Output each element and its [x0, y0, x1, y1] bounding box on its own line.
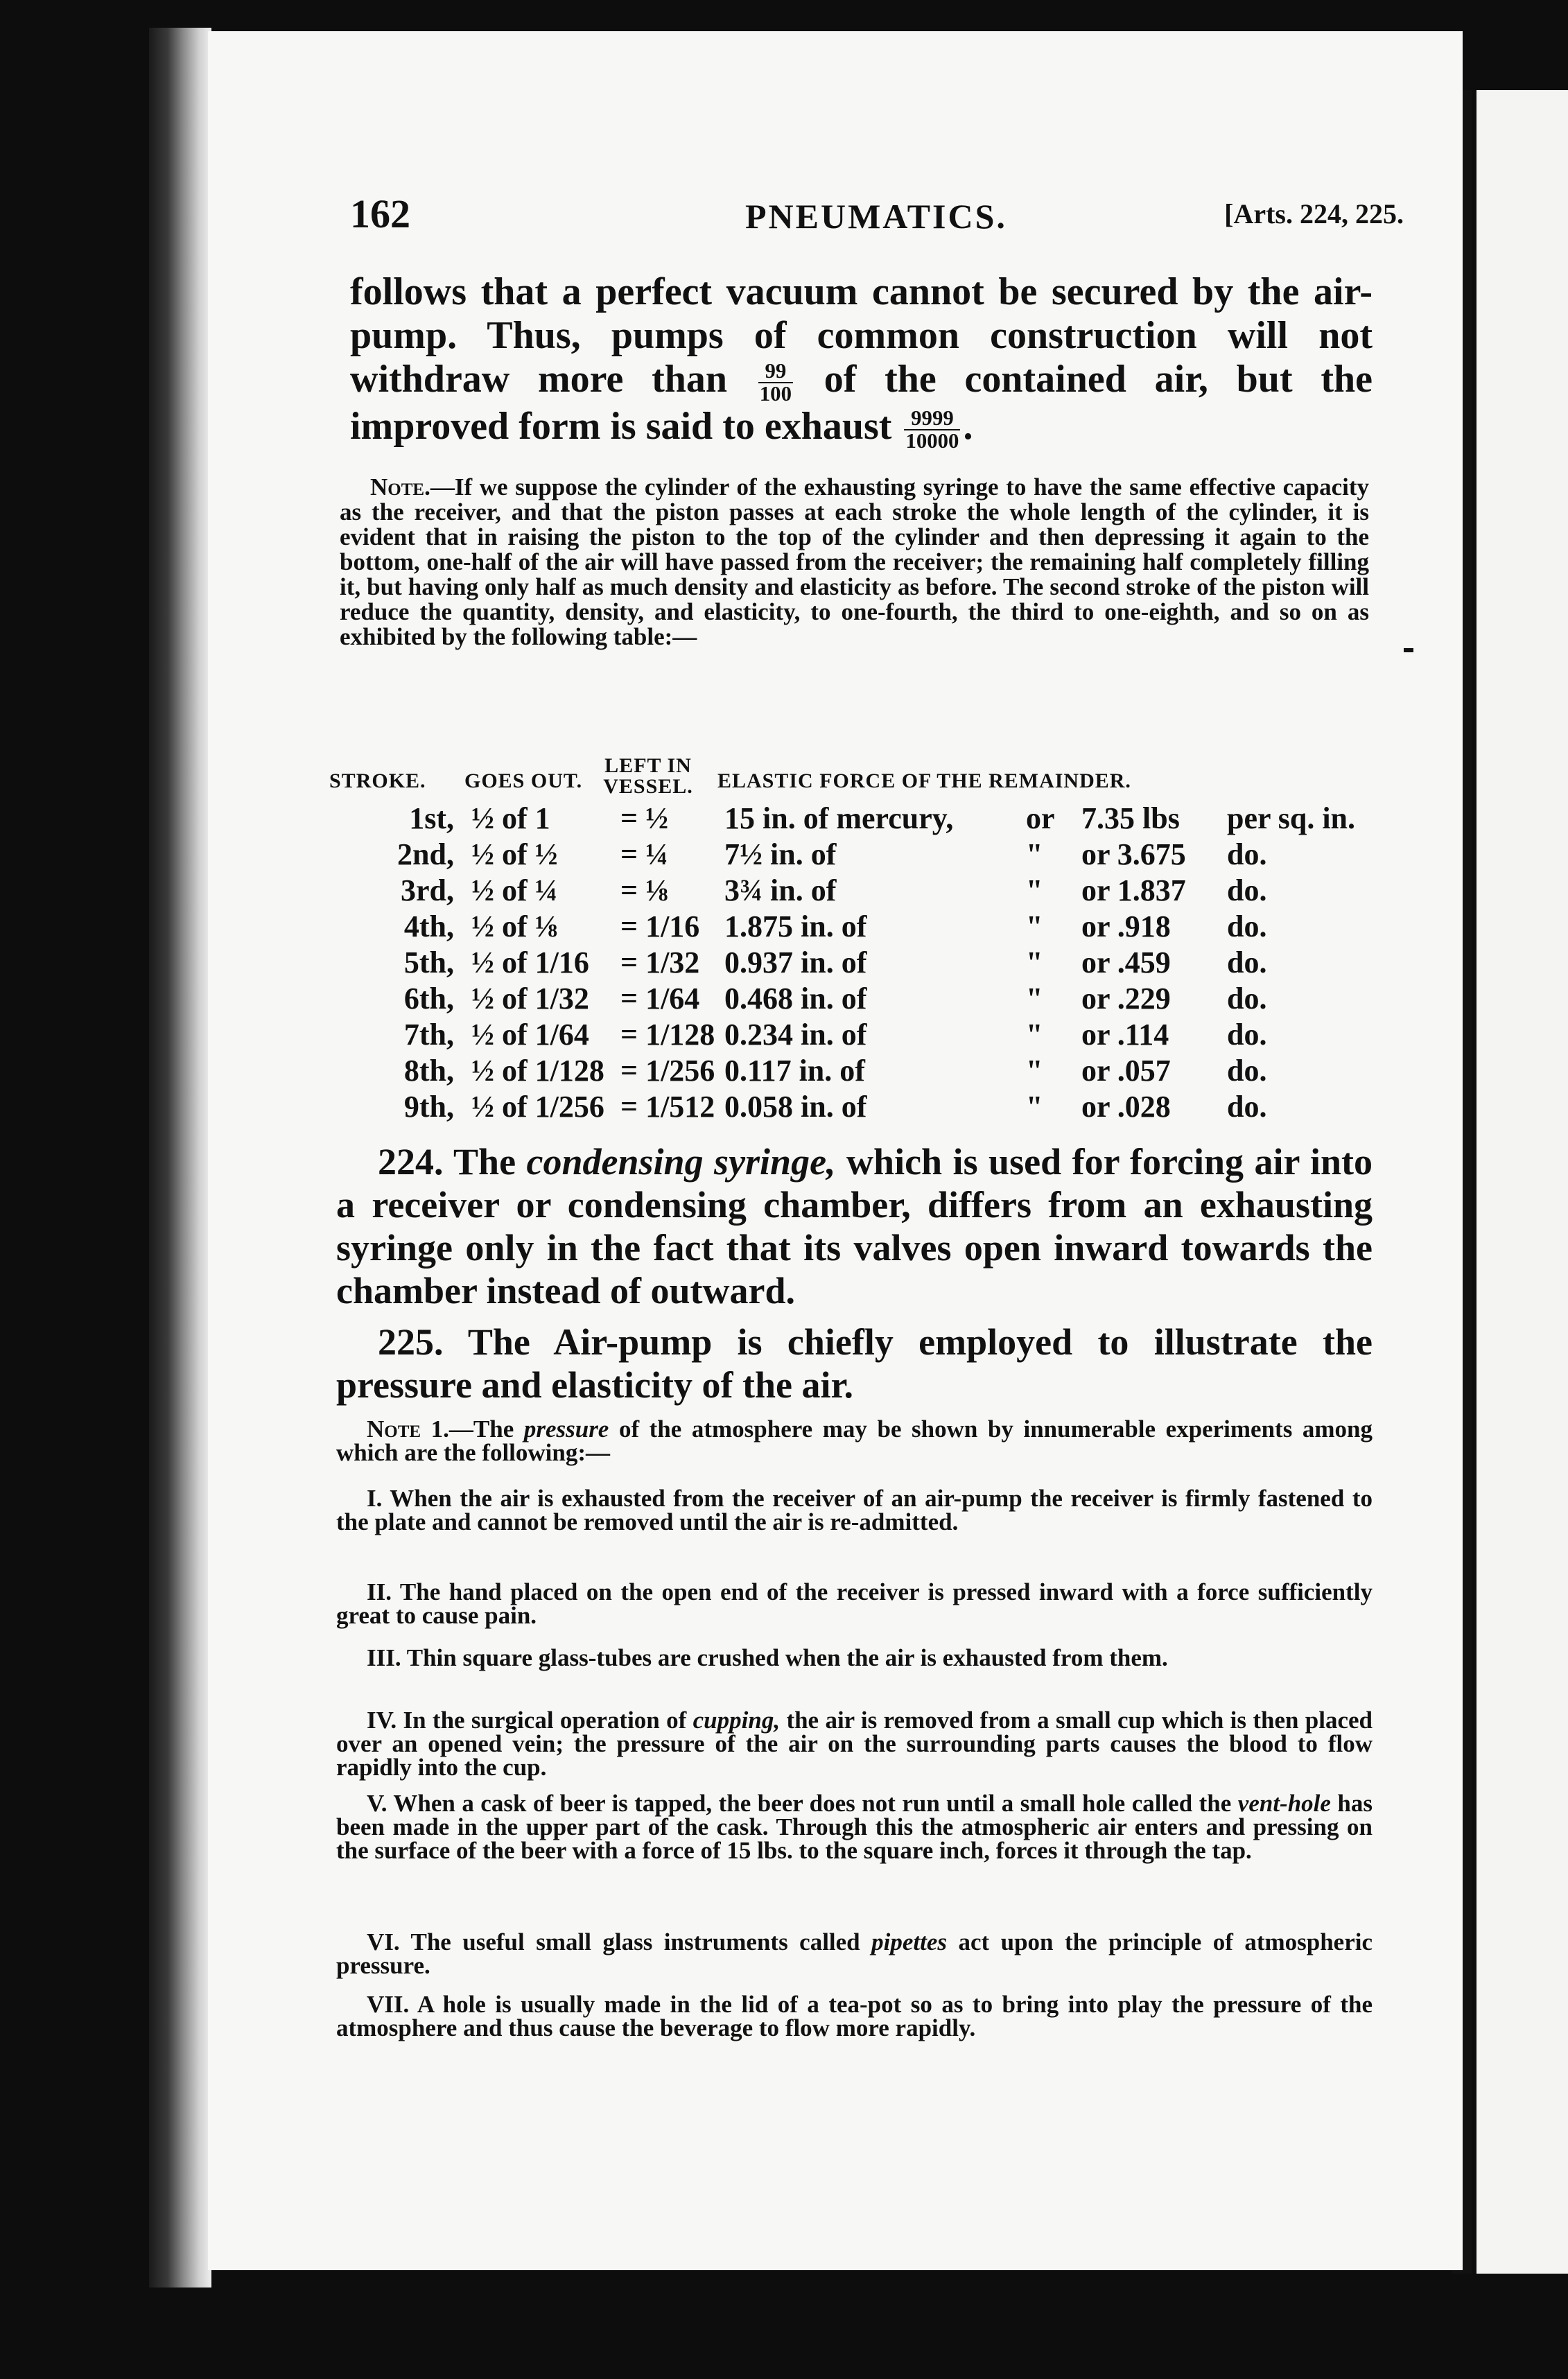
- note-label: Note.: [370, 473, 430, 500]
- goes-out-cell: ½ of 1/128: [471, 1054, 604, 1088]
- fraction-9999-10000: $\frac{9999}{10000}$: [905, 406, 959, 453]
- item-text: A hole is usually made in the lid of a tea-pot so as to bring into play the pressure of the atmosphere and thus cause the beverage to flow more rapidly.: [336, 1991, 1373, 2041]
- item-text: has been made in the upper part of the cask. Through this the atmospheric air enters and pressing on the surface of the beer with a force of 15 lbs. to the square inch, forces it through the tap.: [336, 1790, 1373, 1864]
- ditto-mark-cell: ": [1026, 1018, 1043, 1052]
- left-in-vessel-cell: = 1/64: [620, 982, 700, 1016]
- experiment-item: [336, 1928, 1373, 1979]
- elastic-force-cell: 0.234 in. of: [724, 1018, 867, 1052]
- item-term: vent-hole: [1237, 1790, 1331, 1817]
- lbs-cell: or .028: [1081, 1090, 1171, 1124]
- item-text: the air is removed from a small cup which is then placed over an opened vein; the pressure of the air on the surrounding parts causes the blood to flow rapidly into the cup.: [336, 1707, 1373, 1781]
- item-text-lead: In the surgical operation of: [403, 1707, 687, 1734]
- page-number: 162: [350, 191, 410, 236]
- left-in-vessel-cell: = ¼: [620, 837, 669, 871]
- item-number: VI.: [367, 1928, 400, 1955]
- item-number: II.: [367, 1578, 392, 1605]
- stroke-cell: 7th,: [403, 1018, 454, 1052]
- experiment-item: [336, 1580, 1373, 1628]
- item-number: IV.: [367, 1707, 397, 1734]
- left-in-vessel-cell: = ⅛: [620, 873, 669, 907]
- experiment-item: [336, 1792, 1373, 1863]
- experiment-item: [336, 1993, 1373, 2040]
- article-225: 225. The Air-pump is chiefly employed to illustrate the pressure and elasticity of the air.: [336, 1321, 1373, 1406]
- book-page: [208, 31, 1463, 2270]
- stroke-cell: 1st,: [409, 801, 454, 835]
- table-row: [329, 1089, 1452, 1125]
- elastic-force-cell: 7½ in. of: [724, 837, 837, 871]
- lbs-cell: 7.35 lbs: [1081, 801, 1180, 835]
- article-number: 225.: [378, 1321, 444, 1363]
- fraction-99-100: $\frac{99}{100}$: [759, 359, 792, 406]
- article-224: 224. The condensing syringe, which is used for forcing air into a receiver or condensing chamber, differs from an exhausting syringe only in the fact that its valves open inward towards the chamber instead of outward.: [336, 1141, 1373, 1312]
- item-text: act upon the principle of atmospheric pressure.: [336, 1928, 1373, 1979]
- ditto-mark-cell: ": [1026, 837, 1043, 871]
- stroke-cell: 2nd,: [397, 837, 454, 871]
- unit-cell: per sq. in.: [1227, 801, 1356, 835]
- left-in-vessel-cell: = 1/512: [620, 1090, 715, 1124]
- header-elastic-force: ELASTIC FORCE OF THE REMAINDER.: [717, 769, 1131, 792]
- lbs-cell: or 1.837: [1081, 873, 1186, 907]
- item-term: pipettes: [871, 1928, 947, 1955]
- left-in-vessel-cell: = ½: [620, 801, 669, 835]
- ditto-mark-cell: ": [1026, 1090, 1043, 1124]
- table-row: [329, 837, 1452, 873]
- elastic-force-cell: 3¾ in. of: [724, 873, 837, 907]
- header-goes-out: GOES OUT.: [464, 769, 583, 792]
- item-text: Thin square glass-tubes are crushed when the air is exhausted from them.: [406, 1644, 1168, 1671]
- item-text-lead: The useful small glass instruments called: [410, 1928, 860, 1955]
- item-text-lead: When a cask of beer is tapped, the beer does not run until a small hole called the: [393, 1790, 1232, 1817]
- book-spine-shadow: [149, 28, 211, 2288]
- page-title: PNEUMATICS.: [745, 197, 1007, 236]
- elastic-force-cell: 0.117 in. of: [724, 1054, 865, 1088]
- item-text: The hand placed on the open end of the receiver is pressed inward with a force sufficiently great to cause pain.: [336, 1578, 1373, 1629]
- experiment-item: [336, 1487, 1373, 1534]
- lbs-cell: or .057: [1081, 1054, 1171, 1088]
- lbs-cell: or .114: [1081, 1018, 1169, 1052]
- stroke-table: [329, 801, 1452, 1125]
- left-in-vessel-cell: = 1/32: [620, 946, 700, 979]
- stray-mark: [1404, 648, 1413, 652]
- lbs-cell: or 3.675: [1081, 837, 1186, 871]
- unit-cell: do.: [1227, 982, 1267, 1016]
- item-number: III.: [367, 1644, 401, 1671]
- term-condensing-syringe: condensing syringe,: [526, 1141, 836, 1183]
- elastic-force-cell: 15 in. of mercury,: [724, 801, 954, 835]
- note-paragraph: Note.—If we suppose the cylinder of the exhausting syringe to have the same effective capacity as the receiver, and that the piston passes at each stroke the whole length of the cylinder, it is evident that in raising the piston to the top of the cylinder and then depressing it again to the bottom, one-half of the air will have passed from the receiver; the remaining half completely filling it, but having only half as much density and elasticity as before. The second stroke of the piston will reduce the quantity, density, and elasticity, to one-fourth, the third to one-eighth, and so on as exhibited by the following table:—: [340, 473, 1369, 650]
- unit-cell: do.: [1227, 909, 1267, 943]
- elastic-force-cell: 0.468 in. of: [724, 982, 867, 1016]
- header-stroke: STROKE.: [329, 769, 426, 792]
- unit-cell: do.: [1227, 1090, 1267, 1124]
- article-number: 224.: [378, 1141, 444, 1183]
- ditto-mark-cell: ": [1026, 909, 1043, 943]
- goes-out-cell: ½ of 1/64: [471, 1018, 589, 1052]
- note-1: Note 1.—The pressure of the atmosphere may be shown by innumerable experiments among which are the following:—: [336, 1415, 1373, 1466]
- goes-out-cell: ½ of 1: [471, 801, 550, 835]
- goes-out-cell: ½ of ½: [471, 837, 558, 871]
- elastic-force-cell: 0.058 in. of: [724, 1090, 867, 1124]
- table-row: [329, 1017, 1452, 1053]
- unit-cell: do.: [1227, 873, 1267, 907]
- stroke-cell: 9th,: [403, 1090, 454, 1124]
- goes-out-cell: ½ of ⅛: [471, 909, 558, 943]
- lbs-cell: or .918: [1081, 909, 1171, 943]
- unit-cell: do.: [1227, 837, 1267, 871]
- table-row: [329, 909, 1452, 945]
- elastic-force-cell: 1.875 in. of: [724, 909, 867, 943]
- left-in-vessel-cell: = 1/256: [620, 1054, 715, 1088]
- left-in-vessel-cell: = 1/128: [620, 1018, 715, 1052]
- table-row: [329, 945, 1452, 981]
- table-header: [329, 756, 1452, 804]
- item-number: I.: [367, 1485, 383, 1512]
- ditto-mark-cell: ": [1026, 1054, 1043, 1088]
- table-row: [329, 873, 1452, 909]
- stroke-cell: 4th,: [403, 909, 454, 943]
- ditto-mark-cell: ": [1026, 873, 1043, 907]
- experiment-item: [336, 1709, 1373, 1779]
- lbs-cell: or .459: [1081, 946, 1171, 979]
- item-number: VII.: [367, 1991, 410, 2018]
- intro-paragraph: follows that a perfect vacuum cannot be secured by the air-pump. Thus, pumps of common construction will not withdraw more than $\frac{99}{100}$ of the contained air, but the improved form is said to exhaust $\frac{9999}{10000}$ .: [350, 270, 1373, 453]
- stroke-cell: 5th,: [403, 946, 454, 979]
- facing-page-strip: [1476, 90, 1568, 2274]
- unit-cell: do.: [1227, 946, 1267, 979]
- ditto-mark-cell: ": [1026, 946, 1043, 979]
- ditto-mark-cell: ": [1026, 982, 1043, 1016]
- item-text: When the air is exhausted from the receiver of an air-pump the receiver is firmly fastened to the plate and cannot be removed until the air is re-admitted.: [336, 1485, 1373, 1535]
- lbs-cell: or .229: [1081, 982, 1171, 1016]
- item-term: cupping,: [692, 1707, 781, 1734]
- header-left-in-vessel: LEFT IN VESSEL.: [603, 754, 693, 798]
- goes-out-cell: ½ of 1/16: [471, 946, 589, 979]
- goes-out-cell: ½ of 1/256: [471, 1090, 604, 1124]
- elastic-force-cell: 0.937 in. of: [724, 946, 867, 979]
- stroke-cell: 3rd,: [401, 873, 454, 907]
- goes-out-cell: ½ of 1/32: [471, 982, 589, 1016]
- running-header: [350, 191, 1404, 246]
- article-range: [Arts. 224, 225.: [1224, 198, 1404, 229]
- table-row: [329, 801, 1452, 837]
- ditto-mark-cell: or: [1026, 801, 1055, 835]
- stroke-cell: 6th,: [403, 982, 454, 1016]
- goes-out-cell: ½ of ¼: [471, 873, 558, 907]
- unit-cell: do.: [1227, 1018, 1267, 1052]
- table-row: [329, 1053, 1452, 1089]
- item-number: V.: [367, 1790, 387, 1817]
- experiment-item: [336, 1646, 1373, 1670]
- left-in-vessel-cell: = 1/16: [620, 909, 700, 943]
- table-row: [329, 981, 1452, 1017]
- stroke-cell: 8th,: [403, 1054, 454, 1088]
- unit-cell: do.: [1227, 1054, 1267, 1088]
